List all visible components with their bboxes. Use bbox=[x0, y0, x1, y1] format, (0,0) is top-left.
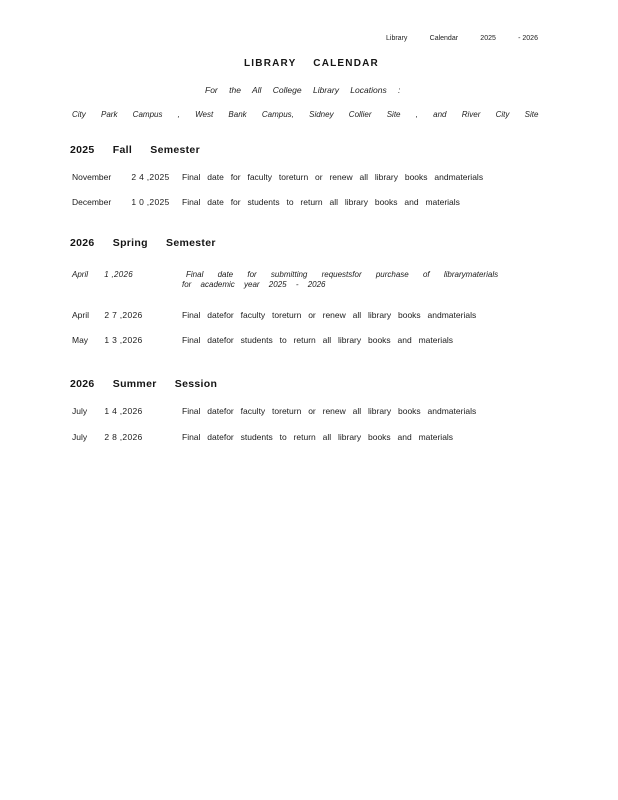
section-heading-fall: 2025 Fall Semester bbox=[70, 144, 200, 156]
row-description: Final date for faculty toreturn or renew all library books andmaterials bbox=[182, 172, 484, 182]
row-description-line1: Final date for submitting requestsfor purchase of librarymaterials bbox=[186, 270, 499, 279]
row-description: Final date for students to return all library books and materials bbox=[182, 197, 460, 207]
row-day-year: 1 3 ,2026 bbox=[104, 335, 143, 345]
row-day-year: 2 4 ,2025 bbox=[131, 172, 170, 182]
section-heading-summer: 2026 Summer Session bbox=[70, 378, 218, 390]
document-title: LIBRARY CALENDAR bbox=[244, 58, 379, 69]
row-month: April bbox=[72, 310, 90, 320]
row-description: Final datefor students to return all library books and materials bbox=[182, 432, 454, 442]
calendar-row bbox=[72, 335, 572, 345]
row-month: December bbox=[72, 197, 112, 207]
row-month: July bbox=[72, 432, 88, 442]
running-header-word: - 2026 bbox=[518, 35, 538, 42]
row-description-line2: for academic year 2025 - 2026 bbox=[182, 280, 326, 289]
row-month: November bbox=[72, 172, 112, 182]
section-heading-spring: 2026 Spring Semester bbox=[70, 237, 216, 249]
running-header-word: Library bbox=[386, 35, 408, 42]
row-month: April bbox=[72, 270, 89, 279]
running-header bbox=[386, 35, 538, 42]
row-description: Final datefor faculty toreturn or renew all library books andmaterials bbox=[182, 406, 477, 416]
calendar-row bbox=[72, 432, 572, 442]
row-description: Final datefor students to return all library books and materials bbox=[182, 335, 454, 345]
calendar-row bbox=[72, 406, 572, 416]
running-header-word: Calendar bbox=[429, 35, 459, 42]
locations-line: City Park Campus , West Bank Campus, Sidney Collier Site , and River City Site bbox=[72, 110, 539, 119]
calendar-row bbox=[72, 310, 572, 320]
document-subtitle: For the All College Library Locations : bbox=[205, 85, 401, 95]
calendar-row bbox=[72, 197, 572, 207]
calendar-row bbox=[72, 172, 572, 182]
row-description: Final datefor faculty toreturn or renew all library books andmaterials bbox=[182, 310, 477, 320]
row-day-year: 1 4 ,2026 bbox=[104, 406, 143, 416]
row-description bbox=[182, 270, 512, 289]
row-day-year: 1 ,2026 bbox=[104, 270, 134, 279]
calendar-row bbox=[72, 270, 572, 289]
row-day-year: 2 7 ,2026 bbox=[104, 310, 143, 320]
row-month: July bbox=[72, 406, 88, 416]
row-day-year: 2 8 ,2026 bbox=[104, 432, 143, 442]
running-header-word: 2025 bbox=[480, 35, 496, 42]
row-day-year: 1 0 ,2025 bbox=[131, 197, 170, 207]
row-month: May bbox=[72, 335, 89, 345]
